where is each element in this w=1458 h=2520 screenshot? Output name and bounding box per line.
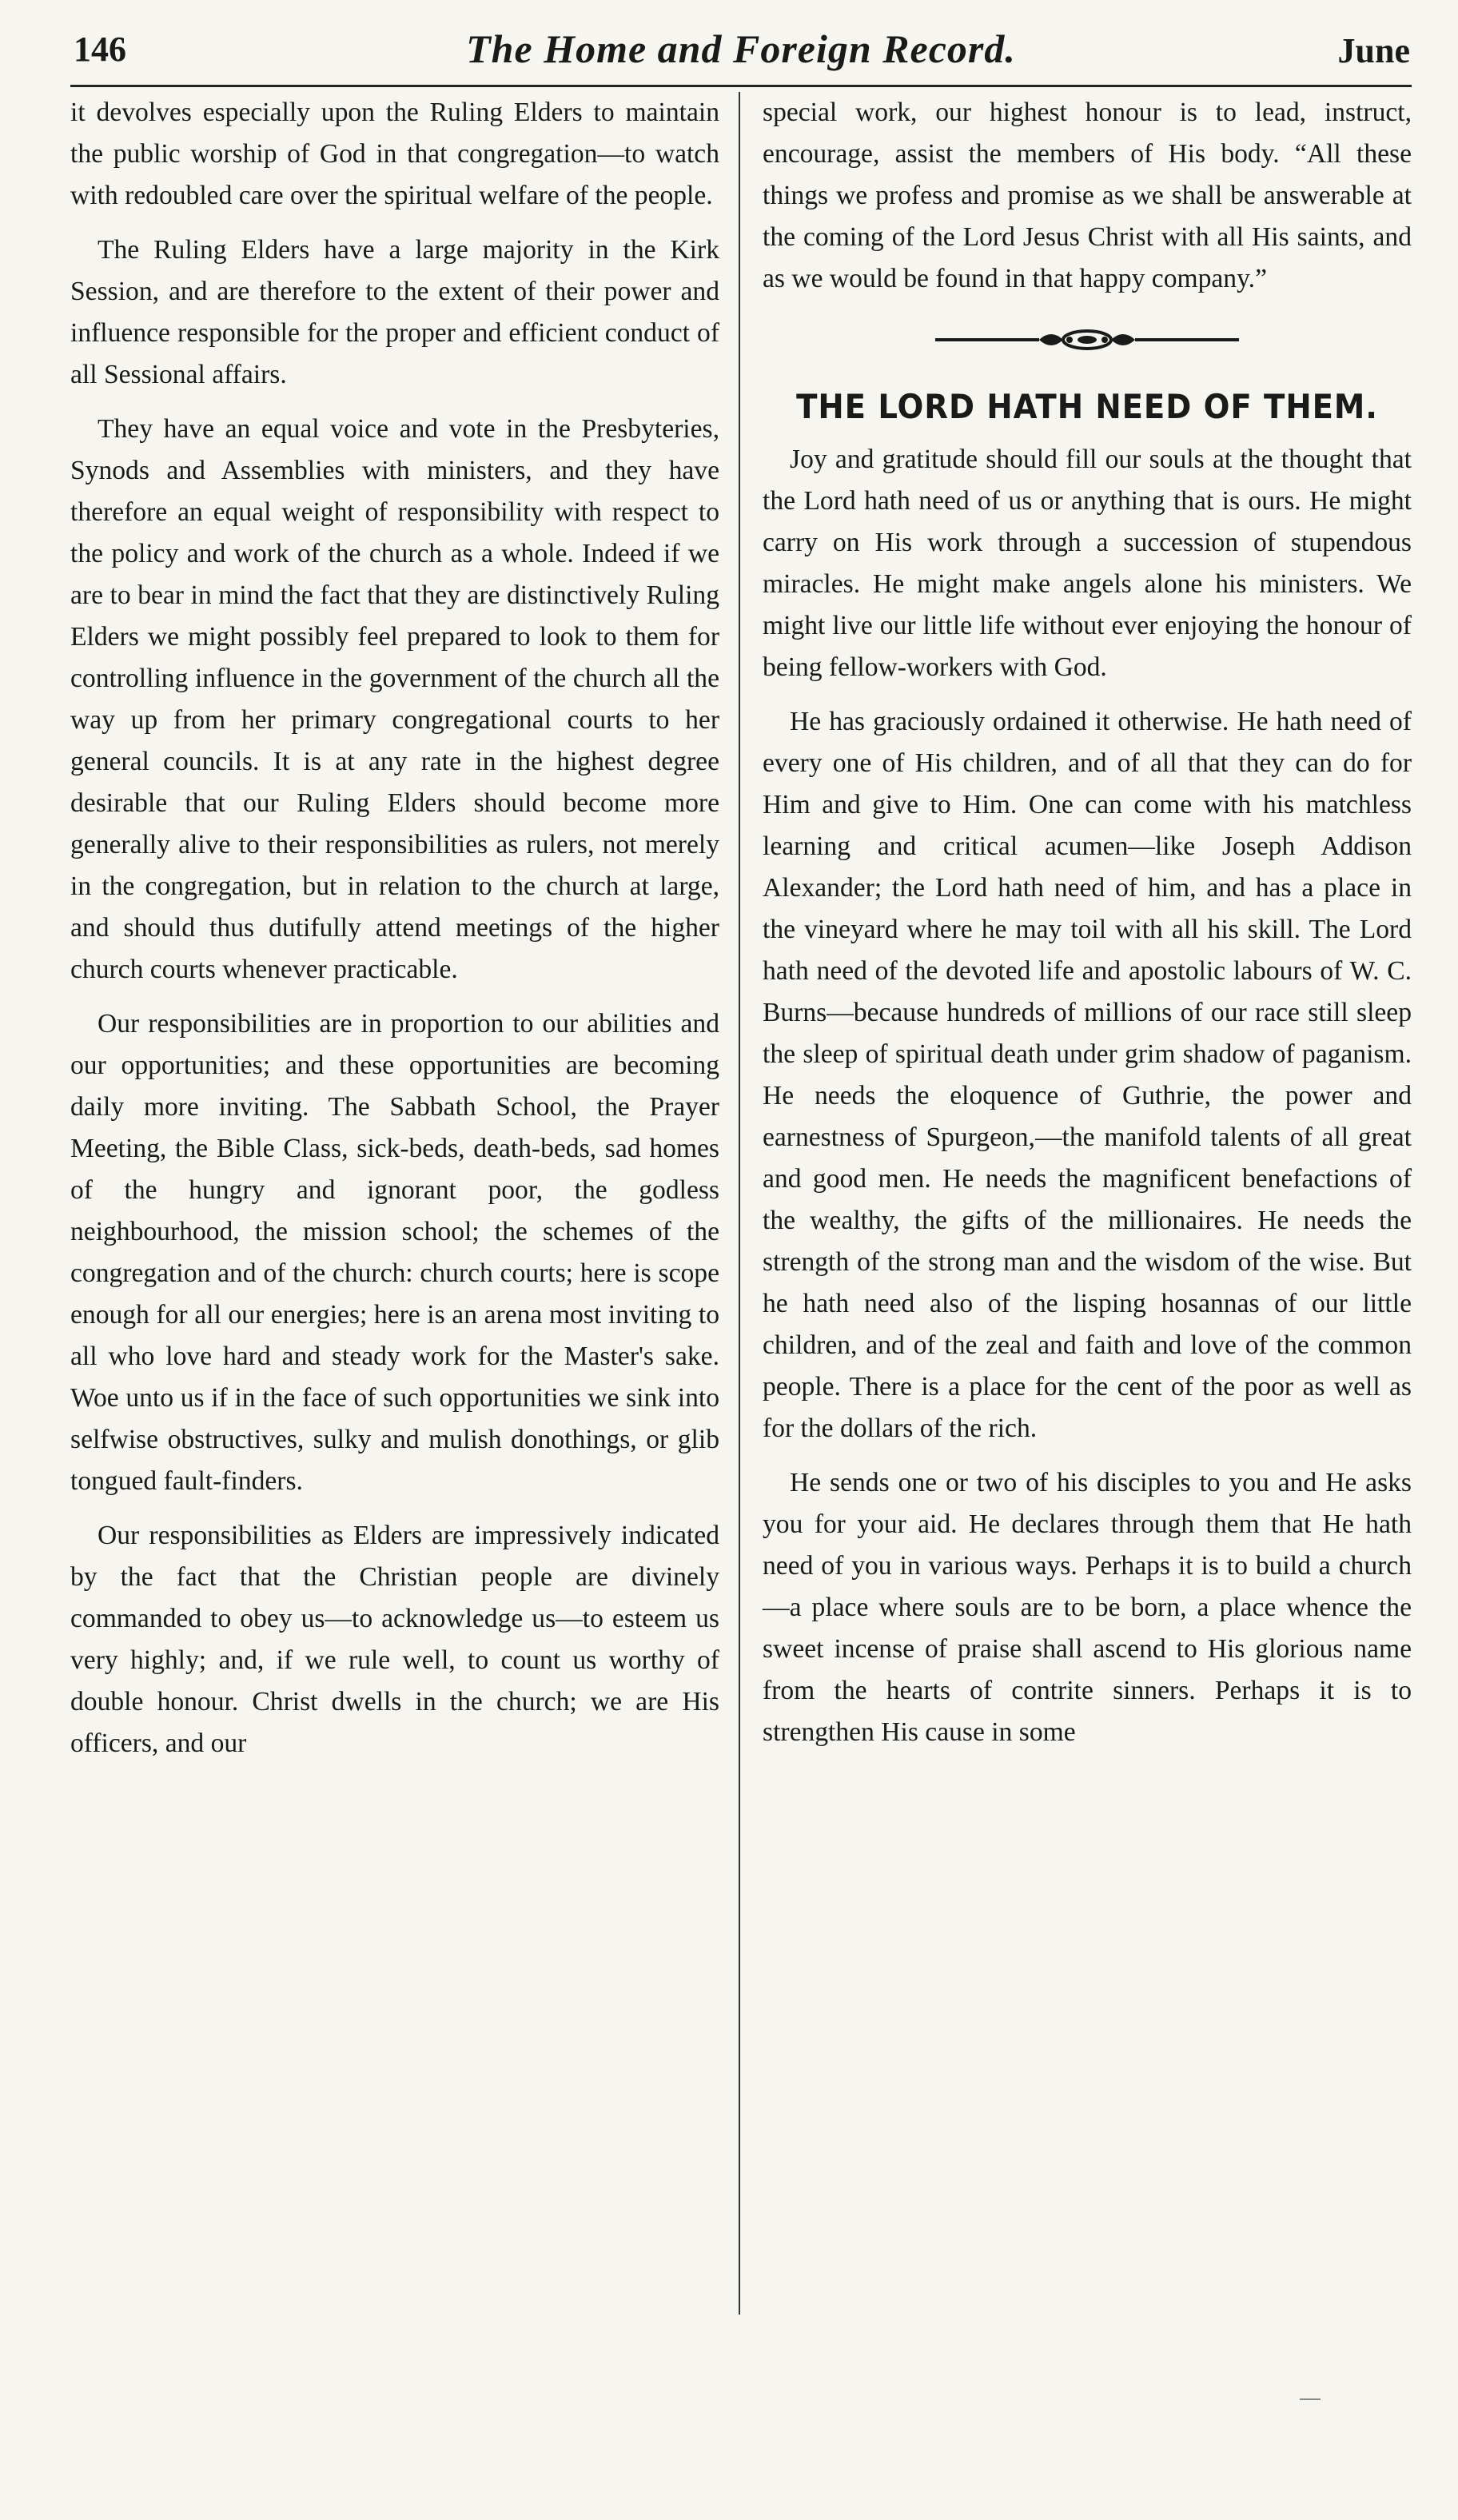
issue-month: June [1337, 31, 1410, 70]
paragraph-continuation: special work, our highest honour is to lead, instruct, encourage, assist the members of His body. “All these things we profess and promise as we shall be answerable at the coming of the Lord Jesus Christ with all His saints, and as we would be found in that happy company.” [763, 98, 1412, 293]
right-column [763, 92, 1412, 1777]
section-title: THE LORD HATH NEED OF THEM. [796, 387, 1378, 426]
two-column-body [70, 92, 1412, 1777]
scroll-flourish-ornament-icon [763, 324, 1412, 360]
running-title: The Home and Foreign Record. [466, 26, 1016, 71]
running-header [70, 24, 1412, 87]
column-divider [739, 92, 740, 2315]
paragraph: They have an equal voice and vote in the Presbyteries, Synods and Assemblies with ministers, and they have therefore an equal weight of responsibility with respect to the policy and work of the church as a whole. Indeed if we are to bear in mind the fact that they are distinctively Ruling Elders we might possibly feel prepared to look to them for controlling influence in the government of the church all the way up from her primary congregational courts to her general councils. It is at any rate in the highest degree desirable that our Ruling Elders should become more generally alive to their responsibilities as rulers, not merely in the congregation, but in relation to the church at large, and should thus dutifully attend meetings of the higher church courts whenever practicable. [70, 414, 719, 984]
paragraph: Our responsibilities as Elders are impressively indicated by the fact that the Christian people are divinely commanded to obey us—to acknowledge us—to esteem us very highly; and, if we rule well, to count us worthy of double honour. Christ dwells in the church; we are His officers, and our [70, 1521, 719, 1758]
paragraph: Joy and gratitude should fill our souls at the thought that the Lord hath need of us or anything that is ours. He might carry on His work through a succession of stupendous miracles. He might make angels alone his ministers. We might live our little life without ever enjoying the honour of being fellow-workers with God. [763, 445, 1412, 682]
page-number: 146 [74, 30, 126, 69]
paragraph: He has graciously ordained it otherwise. He hath need of every one of His children, and of all that they can do for Him and give to Him. One can come with his matchless learning and critical acumen—like Joseph Addison Alexander; the Lord hath need of him, and has a place in the vineyard where he may toil with all his skill. The Lord hath need of the devoted life and apostolic labours of W. C. Burns—because hundreds of millions of our race still sleep the sleep of spiritual death under grim shadow of paganism. He needs the eloquence of Guthrie, the power and earnestness of Spurgeon,—the manifold talents of all great and good men. He needs the magnificent benefactions of the wealthy, the gifts of the millionaires. He needs the strength of the strong man and the wisdom of the wise. But he hath need also of the lisping hosannas of our little children, and of the zeal and faith and love of the common people. There is a place for the cent of the poor as well as for the dollars of the rich. [763, 707, 1412, 1443]
stray-mark [1300, 2398, 1321, 2400]
paragraph: He sends one or two of his disciples to you and He asks you for your aid. He declares through them that He hath need of you in various ways. Perhaps it is to build a church—a place where souls are to be born, a place whence the sweet incense of praise shall ascend to His glorious name from the hearts of contrite sinners. Perhaps it is to strengthen His cause in some [763, 1468, 1412, 1747]
ornament-drawing [919, 324, 1255, 356]
left-column [70, 92, 719, 1777]
paragraph: The Ruling Elders have a large majority in the Kirk Session, and are therefore to the extent of their power and influence responsible for the proper and efficient conduct of all Sessional affairs. [70, 235, 719, 389]
paragraph: it devolves especially upon the Ruling Elders to maintain the public worship of God in that congregation—to watch with redoubled care over the spiritual welfare of the people. [70, 98, 719, 210]
paragraph: Our responsibilities are in proportion to our abilities and our opportunities; and these opportunities are becoming daily more inviting. The Sabbath School, the Prayer Meeting, the Bible Class, sick-beds, death-beds, sad homes of the hungry and ignorant poor, the godless neighbourhood, the mission school; the schemes of the congregation and of the church: church courts; here is scope enough for all our energies; here is an arena most inviting to all who love hard and steady work for the Master's sake. Woe unto us if in the face of such opportunities we sink into selfwise obstructives, sulky and mulish donothings, or glib tongued fault-finders. [70, 1009, 719, 1496]
